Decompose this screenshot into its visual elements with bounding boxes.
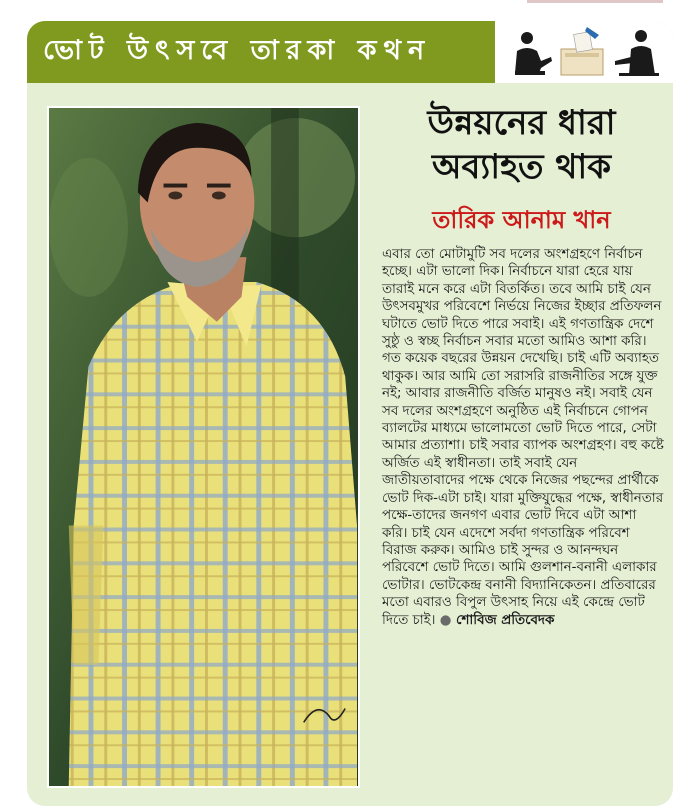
voter-right-figure [615,30,659,76]
headline-line-1: উন্নয়নের ধারা [427,103,616,143]
credit-bullet: ● [439,612,452,628]
portrait-photo [47,106,360,788]
article-headline [370,101,673,189]
article-body-text: এবার তো মোটামুটি সব দলের অংশগ্রহণে নির্বাচন হচ্ছে। এটা ভালো দিক। নির্বাচনে যারা হেরে যায় তারাই মনে করে এটা বিতর্কিত। তবে আমি চাই যেন উৎসবমুখর পরিবেশে নির্ভয়ে নিজের ইচ্ছার প্রতিফলন ঘটাতে ভোট দিতে পারে সবাই। এই গণতান্ত্রিক দেশে সুষ্ঠু ও স্বচ্ছ নির্বাচন সবার মতো আমিও আশা করি। গত কয়েক বছরের উন্নয়ন দেখেছি। চাই এটি অব্যাহত থাকুক। আর আমি তো সরাসরি রাজনীতির সঙ্গে যুক্ত নই; আবার রাজনীতি বর্জিত মানুষও নই। সবাই যেন সব দলের অংশগ্রহণে অনুষ্ঠিত এই নির্বাচনে গোপন ব্যালটের মাধ্যমে ভালোমতো ভোট দিতে পারে, সেটা আমার প্রত্যাশা। চাই সবার ব্যাপক অংশগ্রহণ। বহু কষ্টে অর্জিত এই স্বাধীনতা। তাই সবাই যেন জাতীয়তাবাদের পক্ষে থেকে নিজের পছন্দের প্রার্থীকে ভোট দিক-এটা চাই। যারা মুক্তিযুদ্ধের পক্ষে, স্বাধীনতার পক্ষে-তাদের জনগণ এবার ভোট দিবে এটা আশা করি। চাই যেন এদেশে সর্বদা গণতান্ত্রিক পরিবেশ বিরাজ করুক। আমিও চাই সুন্দর ও আনন্দঘন পরিবেশে ভোট দিতে। আমি গুলশান-বনানী এলাকার ভোটার। ভোটকেন্দ্র বনানী বিদ্যানিকেতন। প্রতিবারের মতো এবারও বিপুল উৎসাহ নিয়ে এই কেন্দ্রে ভোট দিতে চাই। [382,247,664,628]
section-banner [27,21,495,83]
ballot-illustration [495,21,673,83]
ballot-box [561,27,603,75]
article-byline: তারিক আনাম খান [432,206,611,234]
article-credit [440,613,555,628]
voter-left-figure [515,32,552,75]
section-title: ভোট উৎসবে তারকা কথন [43,34,432,66]
headline-line-2: অব্যাহত থাক [432,147,611,187]
top-rule [527,0,663,3]
article-body [382,246,664,629]
credit-text: শোবিজ প্রতিবেদক [456,612,555,628]
article-panel [27,21,673,806]
